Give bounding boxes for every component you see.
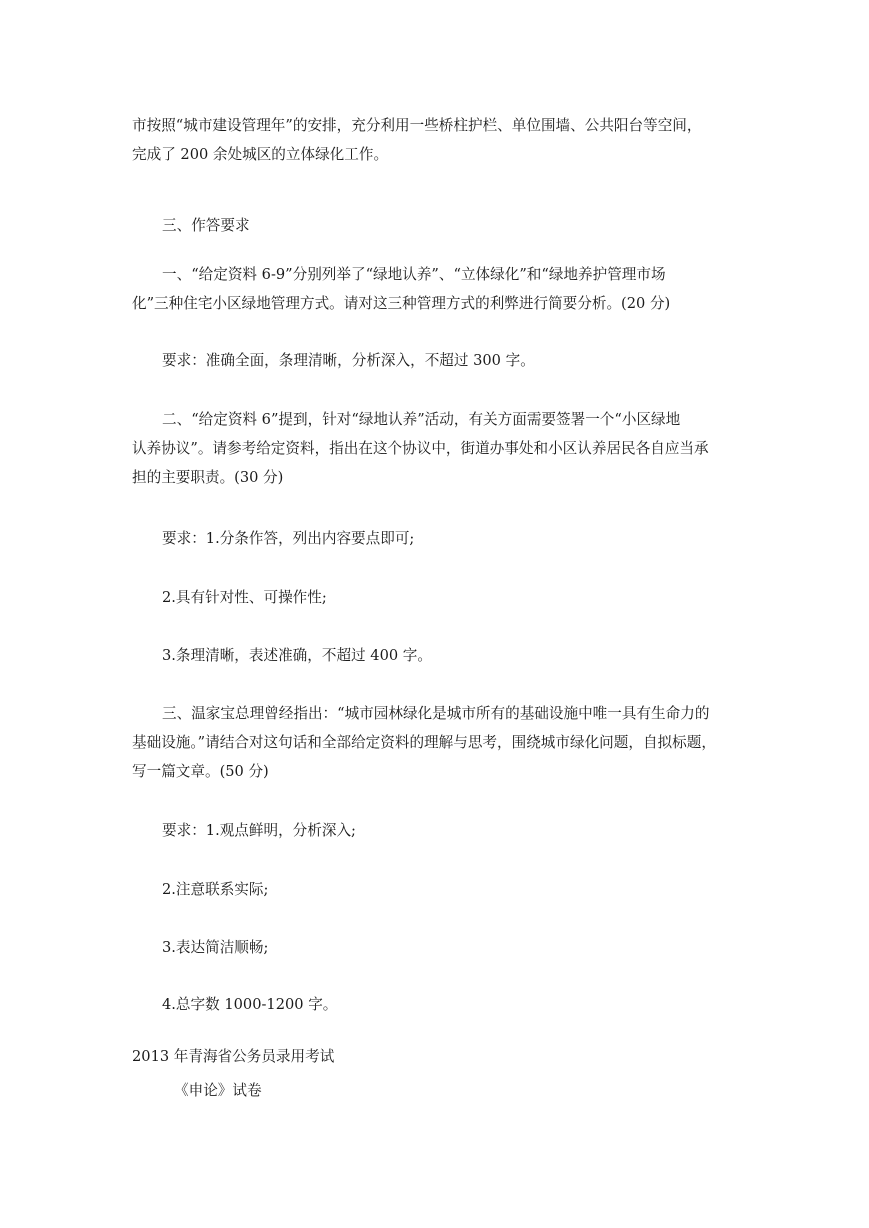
next-exam-title: 2013 年青海省公务员录用考试 [132, 1048, 335, 1065]
question-2-line-2: 认养协议”。请参考给定资料，指出在这个协议中，街道办事处和小区认养居民各自应当承 [132, 440, 709, 457]
question-3-requirement-3: 3.表达简洁顺畅; [162, 939, 269, 956]
question-3 [132, 699, 744, 786]
question-1-requirement: 要求：准确全面，条理清晰，分析深入，不超过 300 字。 [162, 352, 535, 369]
question-2-requirement-2: 2.具有针对性、可操作性; [162, 589, 327, 606]
next-exam-subtitle: 《申论》试卷 [174, 1082, 262, 1099]
question-2-line-1: 二、“给定资料 6”提到，针对“绿地认养”活动，有关方面需要签署一个“小区绿地 [162, 411, 681, 428]
question-1-line-1: 一、“给定资料 6-9”分别列举了“绿地认养”、“立体绿化”和“绿地养护管理市场 [162, 266, 666, 283]
question-2 [132, 405, 744, 492]
question-3-requirement-4: 4.总字数 1000-1200 字。 [162, 996, 338, 1013]
question-2-requirement-1: 要求：1.分条作答，列出内容要点即可; [162, 530, 415, 547]
question-3-line-3: 写一篇文章。(50 分) [132, 763, 269, 780]
intro-line-2: 完成了 200 余处城区的立体绿化工作。 [132, 146, 389, 163]
intro-paragraph [132, 111, 744, 169]
question-1-line-2: 化”三种住宅小区绿地管理方式。请对这三种管理方式的利弊进行简要分析。(20 分) [132, 295, 671, 312]
question-2-requirement-3: 3.条理清晰，表述准确，不超过 400 字。 [162, 647, 432, 664]
intro-line-1: 市按照“城市建设管理年”的安排，充分利用一些桥柱护栏、单位围墙、公共阳台等空间， [132, 117, 702, 134]
question-3-requirement-1: 要求：1.观点鲜明，分析深入; [162, 822, 356, 839]
question-3-line-2: 基础设施。”请结合对这句话和全部给定资料的理解与思考，围绕城市绿化问题，自拟标题， [132, 734, 716, 751]
section-heading: 三、作答要求 [162, 217, 250, 234]
question-3-requirement-2: 2.注意联系实际; [162, 881, 269, 898]
question-2-line-3: 担的主要职责。(30 分) [132, 469, 284, 486]
question-3-line-1: 三、温家宝总理曾经指出：“城市园林绿化是城市所有的基础设施中唯一具有生命力的 [162, 705, 710, 722]
question-1 [132, 260, 744, 318]
